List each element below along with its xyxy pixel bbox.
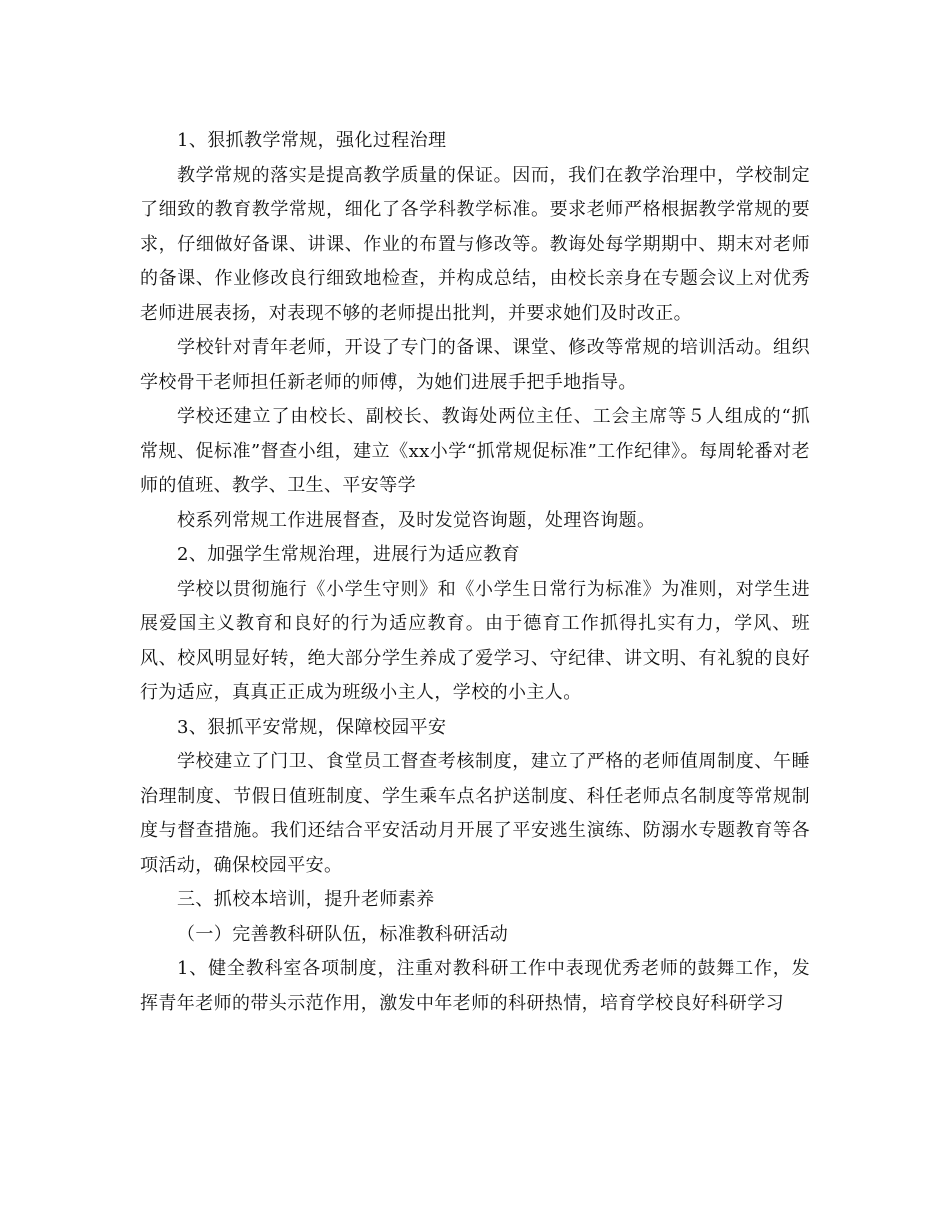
heading-teaching-routine: 1、狠抓教学常规，强化过程治理 [177, 130, 447, 151]
paragraph: 学校针对青年老师，开设了专门的备课、课堂、修改等常规的培训活动。组织学校骨干老师担任新老师的师傅，为她们进展手把手地指导。 [140, 337, 810, 393]
heading-student-routine: 2、加强学生常规治理，进展行为适应教育 [177, 544, 521, 565]
subsection-heading: （一）完善教科研队伍，标准教科研活动 [177, 923, 509, 945]
heading-safety-routine: 3、狠抓平安常规，保障校园平安 [177, 716, 447, 738]
section-heading-training: 三、抓校本培训，提升老师素养 [177, 889, 435, 910]
paragraph: 学校建立了门卫、食堂员工督查考核制度，建立了严格的老师值周制度、午睡治理制度、节假日值班制度、学生乘车点名护送制度、科任老师点名制度等常规制度与督查措施。我们还结合平安活动月开展了平安逃生演练、防溺水专题教育等各项活动，确保校园平安。 [140, 751, 810, 876]
document-body [140, 124, 810, 1021]
paragraph: 学校以贯彻施行《小学生守则》和《小学生日常行为标准》为准则，对学生进展爱国主义教育和良好的行为适应教育。由于德育工作抓得扎实有力，学风、班风、校风明显好转，绝大部分学生养成了爱学习、守纪律、讲文明、有礼貌的良好行为适应，真真正正成为班级小主人，学校的小主人。 [140, 578, 810, 703]
paragraph: 教学常规的落实是提高教学质量的保证。因而，我们在教学治理中，学校制定了细致的教育教学常规，细化了各学科教学标准。要求老师严格根据教学常规的要求，仔细做好备课、讲课、作业的布置与修改等。教诲处每学期期中、期末对老师的备课、作业修改良行细致地检查，并构成总结，由校长亲身在专题会议上对优秀老师进展表扬，对表现不够的老师提出批判，并要求她们及时改正。 [140, 164, 810, 324]
paragraph: 1、健全教科室各项制度，注重对教科研工作中表现优秀老师的鼓舞工作，发挥青年老师的带头示范作用，激发中年老师的科研热情，培育学校良好科研学习 [140, 958, 810, 1014]
paragraph: 校系列常规工作进展督查，及时发觉咨询题，处理咨询题。 [177, 509, 656, 531]
paragraph: 学校还建立了由校长、副校长、教诲处两位主任、工会主席等５人组成的“抓常规、促标准”督查小组，建立《xx小学“抓常规促标准”工作纪律》。每周轮番对老师的值班、教学、卫生、平安等学 [140, 406, 810, 496]
